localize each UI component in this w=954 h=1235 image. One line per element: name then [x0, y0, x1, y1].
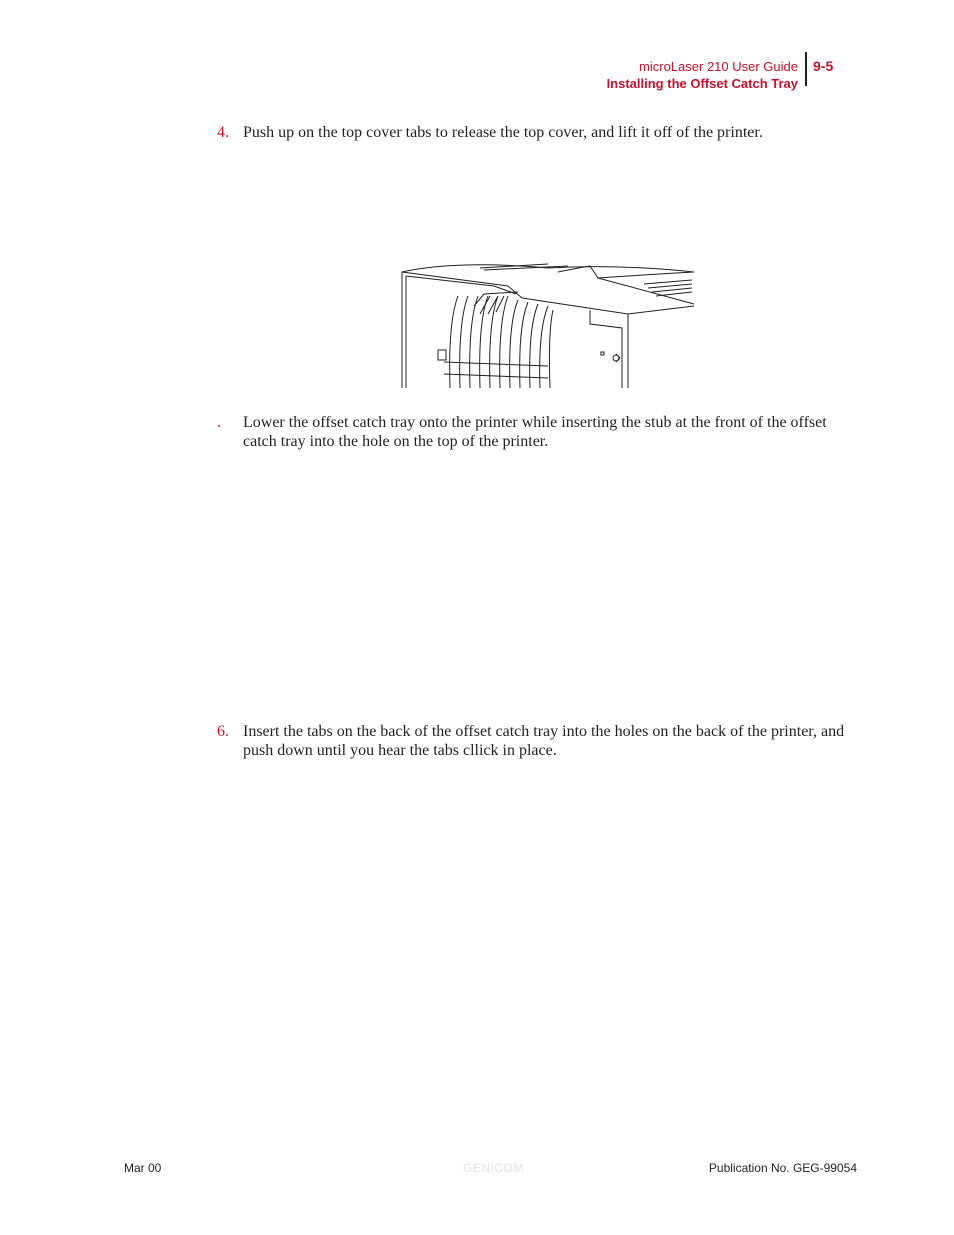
- step-number: 4.: [217, 124, 229, 141]
- footer-date: Mar 00: [124, 1161, 162, 1175]
- footer-brand-watermark: GENICOM: [463, 1161, 524, 1175]
- running-header: [607, 58, 798, 92]
- page-number: 9-5: [813, 58, 834, 74]
- step-text: Lower the offset catch tray onto the printer while inserting the stub at the front of the offset catch tray into the hole on the top of the printer.: [243, 414, 827, 450]
- step-text: Insert the tabs on the back of the offset catch tray into the holes on the back of the printer, and push down until you hear the tabs cllick in place.: [243, 723, 845, 759]
- section-title: Installing the Offset Catch Tray: [606, 76, 798, 91]
- header-divider: [805, 52, 807, 86]
- guide-title: microLaser 210 User Guide: [639, 59, 798, 74]
- publication-number: Publication No. GEG-99054: [708, 1161, 857, 1175]
- step-text: Push up on the top cover tabs to release the top cover, and lift it off of the printer.: [243, 124, 763, 141]
- printer-top-cover-illustration: [398, 262, 696, 390]
- step-number: 6.: [217, 723, 229, 740]
- step-number: .: [217, 414, 221, 431]
